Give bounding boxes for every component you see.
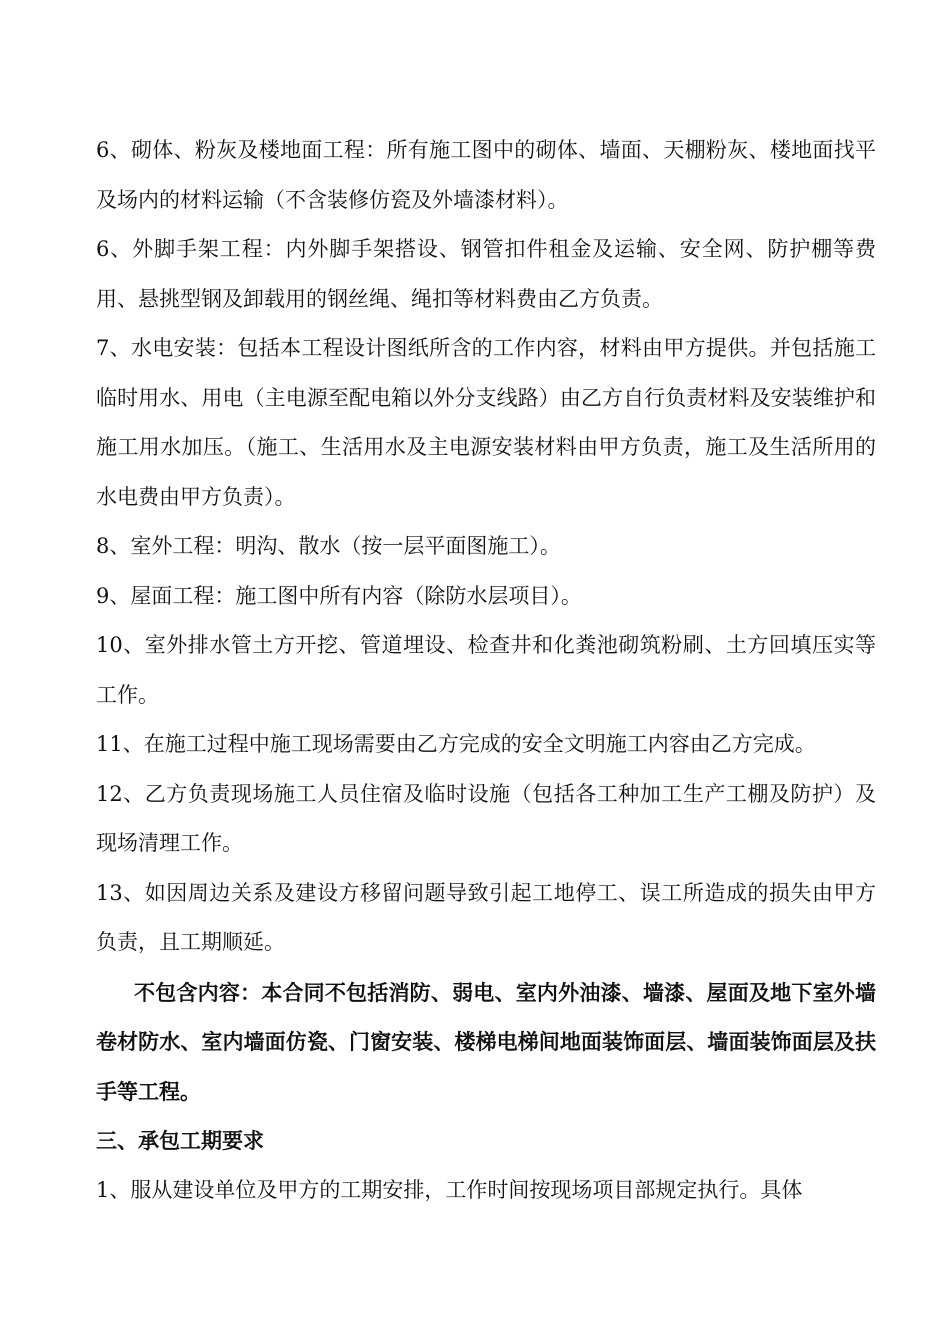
document-body [96, 126, 876, 1215]
scope-item-delay-liability: 13、如因周边关系及建设方移留问题导致引起工地停工、误工所造成的损失由甲方负责，且工期顺延。 [96, 880, 876, 954]
scope-item-plumbing-electrical: 7、水电安装：包括本工程设计图纸所含的工作内容，材料由甲方提供。并包括施工临时用水、用电（主电源至配电箱以外分支线路）由乙方自行负责材料及安装维护和施工用水加压。（施工、生活用水及主电源安装材料由甲方负责，施工及生活所用的水电费由甲方负责）。 [96, 336, 876, 509]
section-heading: 三、承包工期要求 [96, 1128, 264, 1153]
scope-item-roofing: 9、屋面工程：施工图中所有内容（除防水层项目）。 [96, 583, 582, 608]
scope-item-accommodation: 12、乙方负责现场施工人员住宿及临时设施（包括各工种加工生产工棚及防护）及现场清理工作。 [96, 781, 876, 855]
scope-item-masonry-plaster: 6、砌体、粉灰及楼地面工程：所有施工图中的砌体、墙面、天棚粉灰、楼地面找平及场内的材料运输（不含装修仿瓷及外墙漆材料）。 [96, 138, 876, 212]
exclusion-note: 不包含内容：本合同不包括消防、弱电、室内外油漆、墙漆、屋面及地下室外墙卷材防水、室内墙面仿瓷、门窗安装、楼梯电梯间地面装饰面层、墙面装饰面层及扶手等工程。 [96, 979, 876, 1104]
scope-item-drainage: 10、室外排水管土方开挖、管道埋设、检查井和化粪池砌筑粉刷、土方回填压实等工作。 [96, 633, 876, 707]
scope-item-scaffolding: 6、外脚手架工程：内外脚手架搭设、钢管扣件租金及运输、安全网、防护棚等费用、悬挑型钢及卸载用的钢丝绳、绳扣等材料费由乙方负责。 [96, 237, 876, 311]
scope-item-safety: 11、在施工过程中施工现场需要由乙方完成的安全文明施工内容由乙方完成。 [96, 732, 816, 756]
schedule-item-1: 1、服从建设单位及甲方的工期安排，工作时间按现场项目部规定执行。具体 [96, 1177, 803, 1202]
scope-item-outdoor-works: 8、室外工程：明沟、散水（按一层平面图施工）。 [96, 534, 561, 558]
